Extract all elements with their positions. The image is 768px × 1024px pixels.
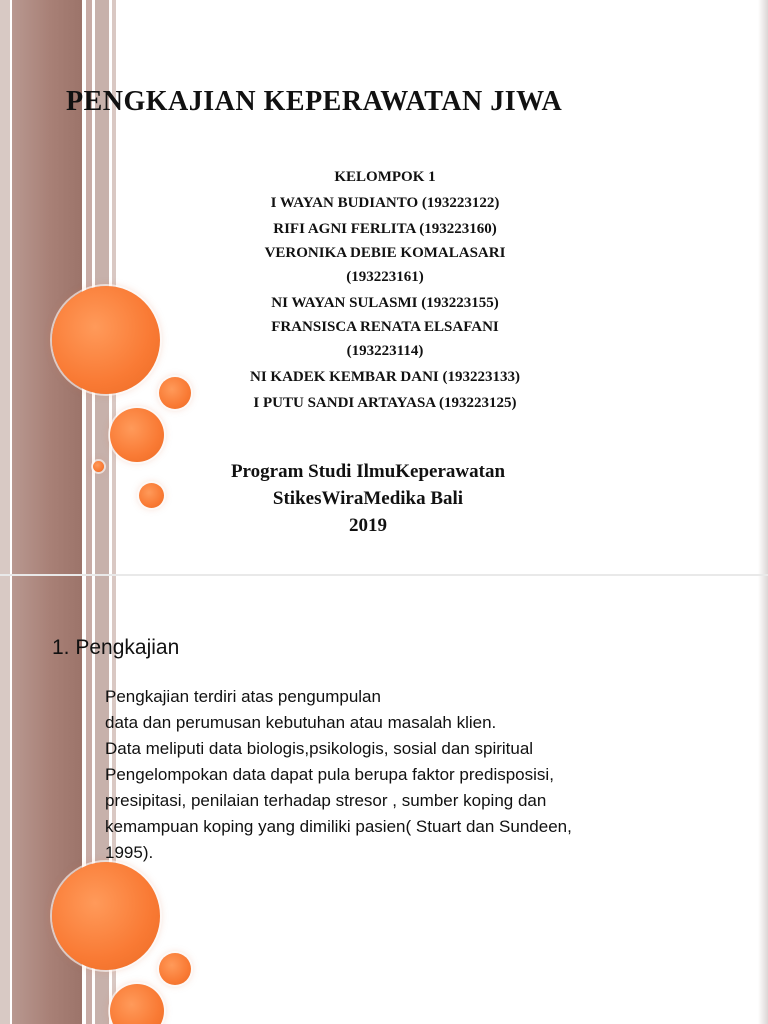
year: 2019 <box>349 515 387 536</box>
decor-circle-small <box>159 953 191 985</box>
paragraph-line: kemampuan koping yang dimiliki pasien( Stuart dan Sundeen, <box>105 817 572 836</box>
page-title: PENGKAJIAN KEPERAWATAN JIWA <box>66 86 563 117</box>
decor-circle-small <box>159 377 191 409</box>
decor-circle-medium <box>110 984 164 1024</box>
school-name: StikesWiraMedika Bali <box>272 488 464 509</box>
paragraph-line: presipitasi, penilaian terhadap stresor , sumber koping dan <box>105 791 547 810</box>
member-name: VERONIKA DEBIE KOMALASARI <box>264 245 506 261</box>
paragraph-line: Data meliputi data biologis,psikologis, sosial dan spiritual <box>105 739 534 758</box>
paragraph-line: data dan perumusan kebutuhan atau masalah klien. <box>105 713 497 732</box>
section-paragraph <box>105 684 665 866</box>
member-name: I WAYAN BUDIANTO (193223122) <box>270 195 500 211</box>
member-list <box>190 164 580 416</box>
program-name: Program Studi IlmuKeperawatan <box>230 461 506 482</box>
decor-stripe <box>0 0 10 576</box>
slide-edge-shadow <box>758 576 768 1024</box>
paragraph-line: Pengkajian terdiri atas pengumpulan <box>105 687 381 706</box>
paragraph-line: 1995). <box>105 843 154 862</box>
slide-2 <box>0 576 768 1024</box>
member-id: (193223114) <box>346 343 424 359</box>
decor-circle-large <box>52 862 160 970</box>
member-id: (193223161) <box>346 269 424 285</box>
decor-circle-large <box>52 286 160 394</box>
paragraph-line: Pengelompokan data dapat pula berupa faktor predisposisi, <box>105 765 554 784</box>
member-name: NI WAYAN SULASMI (193223155) <box>271 295 499 311</box>
member-name: I PUTU SANDI ARTAYASA (193223125) <box>253 395 517 411</box>
decor-circle-small <box>139 483 164 508</box>
member-name: RIFI AGNI FERLITA (193223160) <box>273 221 497 237</box>
decor-circle-medium <box>110 408 164 462</box>
decor-circle-tiny <box>93 461 104 472</box>
member-name: FRANSISCA RENATA ELSAFANI <box>271 319 499 335</box>
institution-block <box>200 458 536 539</box>
section-heading: 1. Pengkajian <box>52 636 180 659</box>
group-label: KELOMPOK 1 <box>334 169 436 185</box>
member-name: NI KADEK KEMBAR DANI (193223133) <box>250 369 520 385</box>
decor-stripe <box>0 576 10 1024</box>
slide-edge-shadow <box>758 0 768 576</box>
